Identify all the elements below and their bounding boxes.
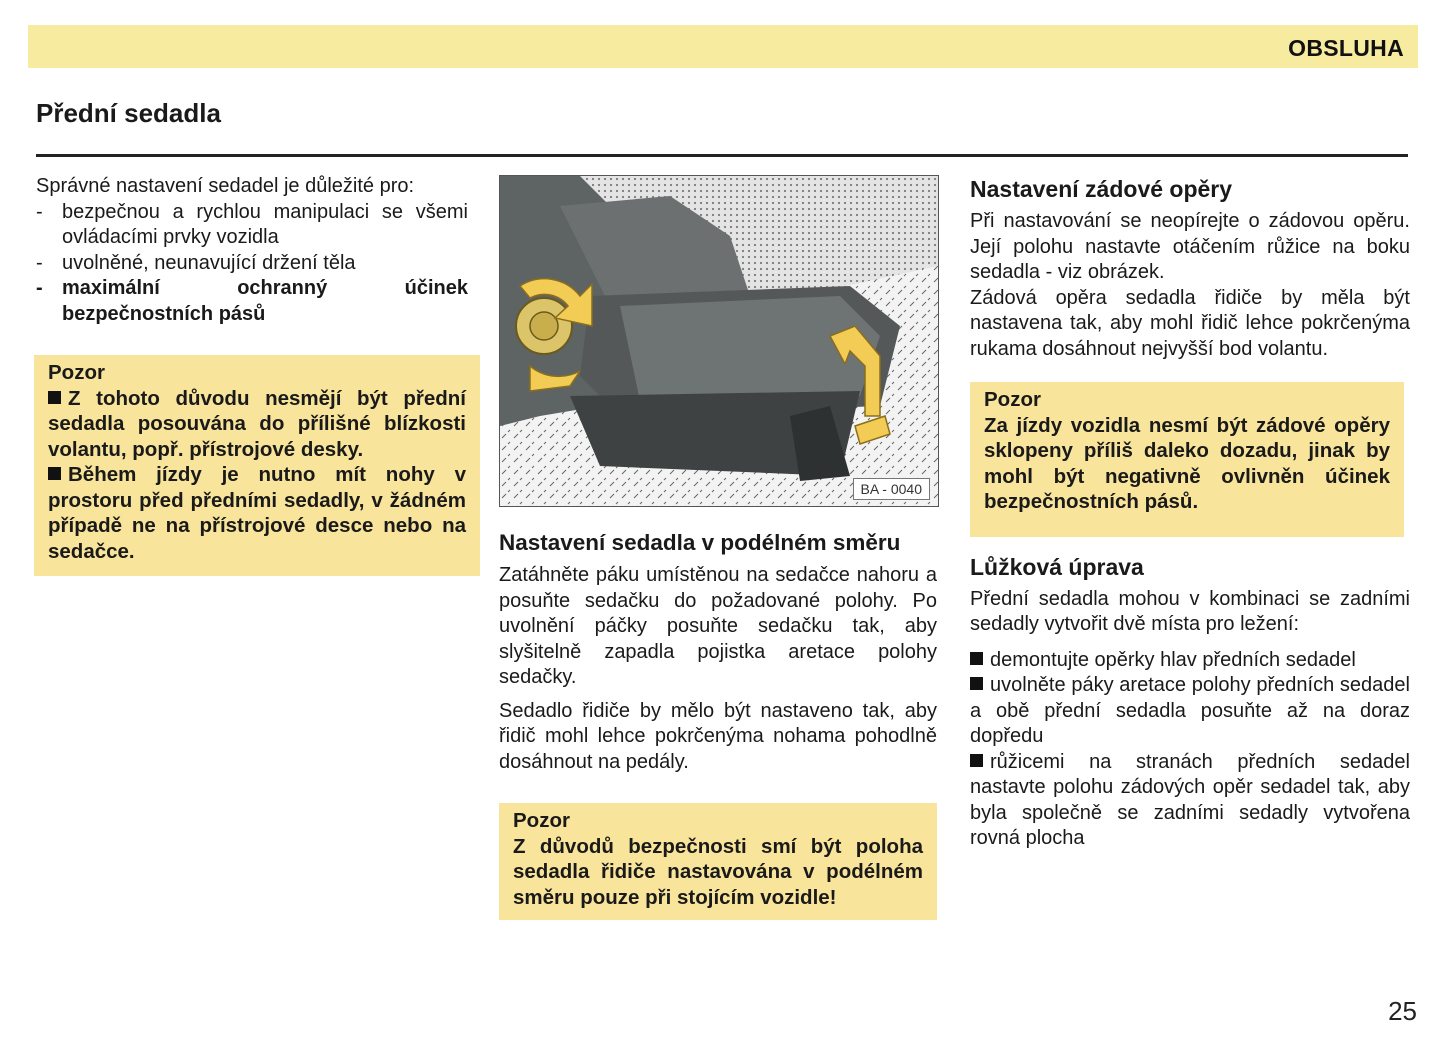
figure-label: BA - 0040: [853, 478, 931, 500]
warning-text: Z důvodů bezpečnosti smí být poloha sedadla řidiče nastavována v podélném směru pouze při stojícím vozidle!: [513, 834, 923, 909]
body-paragraph: Přední sedadla mohou v kombinaci se zadními sedadly vytvořit dvě místa pro ležení:: [970, 587, 1410, 635]
title-divider: [36, 154, 1408, 157]
warning-box: [970, 382, 1404, 537]
page-title: Přední sedadla: [36, 98, 221, 128]
square-bullet-icon: [970, 754, 983, 767]
seat-adjustment-illustration: [500, 176, 938, 506]
body-paragraph: Zatáhněte páku umístěnou na sedačce nahoru a posuňte sedačku do požadované polohy. Po uvolnění páčky posuňte sedačku tak, aby slyšitelně zapadla pojistka aretace polohy sedačky.: [499, 564, 937, 688]
body-paragraph: Zádová opěra sedadla řidiče by měla být nastavena tak, aby mohl řidič lehce pokrčenýma rukama dosáhnout nejvyšší bod volantu.: [970, 286, 1410, 360]
purpose-list: [36, 200, 468, 328]
warning-text: Za jízdy vozidla nesmí být zádové opěry sklopeny příliš daleko dozadu, jinak by mohl být negativně ovlivněn účinek bezpečnostních pásů.: [984, 413, 1390, 513]
warning-title: Pozor: [513, 809, 570, 832]
warning-paragraph: Z tohoto důvodu nesmějí být přední sedadla posouvána do přílišné blízkosti volantu, popř. přístrojové desky.: [48, 386, 466, 461]
body-paragraph: Při nastavování se neopírejte o zádovou opěru. Její polohu nastavte otáčením růžice na boku sedadla - viz obrázek.: [970, 210, 1410, 283]
list-item: demontujte opěrky hlav předních sedadel: [970, 648, 1410, 674]
warning-paragraph: Během jízdy je nutno mít nohy v prostoru před předními sedadly, v žádném případě ne na přístrojové desce nebo na sedačce.: [48, 463, 466, 563]
bullet-list: [970, 648, 1410, 852]
square-bullet-icon: [48, 391, 61, 404]
list-item: - maximální ochranný účinek bezpečnostních pásů: [36, 277, 468, 325]
column-left: [36, 174, 468, 576]
list-item: - bezpečnou a rychlou manipulaci se všemi ovládacími prvky vozidla: [36, 200, 468, 248]
page-number: 25: [1388, 996, 1417, 1026]
list-item: - uvolněné, neunavující držení těla: [36, 251, 356, 274]
square-bullet-icon: [970, 652, 983, 665]
section-heading: Nastavení zádové opěry: [970, 176, 1233, 202]
warning-title: Pozor: [48, 361, 105, 384]
warning-title: Pozor: [984, 388, 1041, 411]
warning-box: [34, 355, 480, 576]
square-bullet-icon: [970, 677, 983, 690]
list-item: růžicemi na stranách předních sedadel nastavte polohu zádových opěr sedadel tak, aby byla společně se zadními sedadly vytvořena rovná plocha: [970, 750, 1410, 849]
intro-text: Správné nastavení sedadel je důležité pro:: [36, 175, 415, 197]
column-right: [970, 175, 1410, 852]
warning-box: [499, 803, 937, 920]
section-heading: Nastavení sedadla v podélném směru: [499, 530, 901, 555]
section-header-bar: [28, 25, 1418, 68]
section-heading: Lůžková úprava: [970, 553, 1144, 580]
section-title: OBSLUHA: [1288, 35, 1404, 61]
column-middle: [499, 175, 937, 920]
body-paragraph: Sedadlo řidiče by mělo být nastaveno tak, aby řidič mohl lehce pokrčenýma nohama pohodlně dosáhnout na pedály.: [499, 699, 937, 773]
square-bullet-icon: [48, 467, 61, 480]
list-item: uvolněte páky aretace polohy předních sedadel a obě přední sedadla posuňte až na doraz dopředu: [970, 674, 1410, 747]
seat-illustration: [499, 175, 939, 507]
